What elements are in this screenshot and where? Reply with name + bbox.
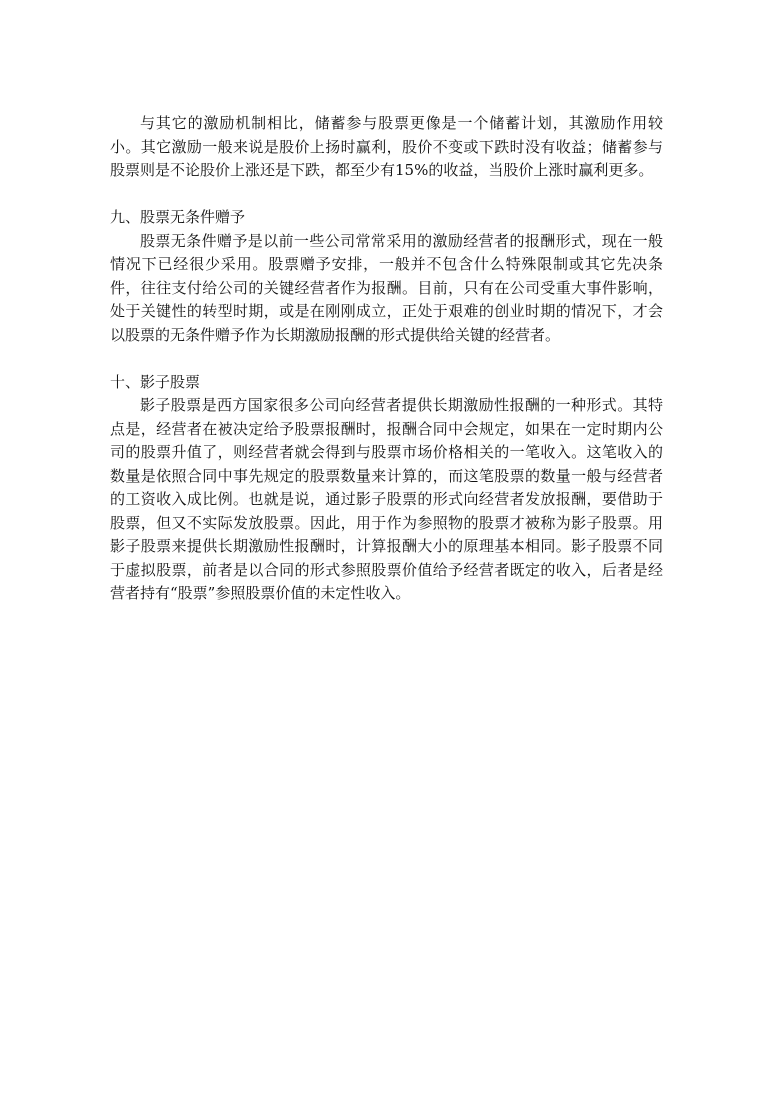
- section-heading-gift: 九、股票无条件赠予: [110, 208, 246, 226]
- section-paragraph-phantom: 影子股票是西方国家很多公司向经营者提供长期激励性报酬的一种形式。其特点是，经营者在被决定给予股票报酬时，报酬合同中会规定，如果在一定时期内公司的股票升值了，则经营者就会得到与股票市场价格相关的一笔收入。这笔收入的数量是依照合同中事先规定的股票数量来计算的，而这笔股票的数量一般与经营者的工资收入成比例。也就是说，通过影子股票的形式向经营者发放报酬，要借助于股票，但又不实际发放股票。因此，用于作为参照物的股票才被称为影子股票。用影子股票来提供长期激励性报酬时，计算报酬大小的原理基本相同。影子股票不同于虚拟股票，前者是以合同的形式参照股票价值给予经营者既定的收入，后者是经营者持有“股票”参照股票价值的未定性收入。: [110, 396, 663, 602]
- intro-paragraph: 与其它的激励机制相比，储蓄参与股票更像是一个储蓄计划，其激励作用较小。其它激励一般来说是股价上扬时赢利，股价不变或下跌时没有收益；储蓄参与股票则是不论股价上涨还是下跌，都至少有15%的收益，当股价上涨时赢利更多。: [110, 114, 663, 179]
- section-heading-phantom: 十、影子股票: [110, 372, 201, 391]
- document-body: [110, 112, 663, 606]
- section-paragraph-gift: 股票无条件赠予是以前一些公司常常采用的激励经营者的报酬形式，现在一般情况下已经很少采用。股票赠予安排，一般并不包含什么特殊限制或其它先决条件，往往支付给公司的关键经营者作为报酬。目前，只有在公司受重大事件影响，处于关键性的转型时期，或是在刚刚成立，正处于艰难的创业时期的情况下，才会以股票的无条件赠予作为长期激励报酬的形式提供给关键的经营者。: [110, 231, 663, 344]
